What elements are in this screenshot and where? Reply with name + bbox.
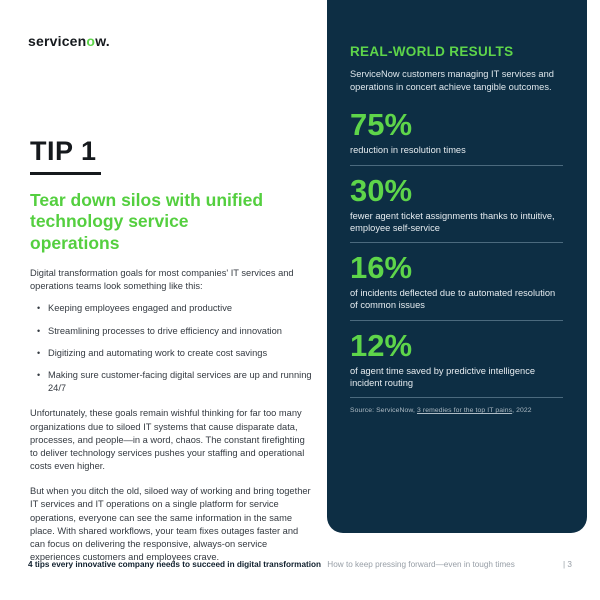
body-paragraph: Unfortunately, these goals remain wishful thinking for far too many organizations due to siloed IT systems that cause disparate data, processes, and people—in a word, chaos. The constant firefighting to deliver technology services pushes your staffing and operational costs even higher. — [30, 408, 305, 472]
footer-text — [28, 560, 515, 570]
divider — [350, 320, 563, 321]
stat-label: reduction in resolution times — [350, 145, 466, 156]
stat-item — [350, 109, 563, 156]
stat-value: 75% — [350, 107, 413, 143]
footer-doc-subtitle: How to keep pressing forward—even in tough times — [327, 560, 515, 569]
results-panel — [327, 0, 587, 533]
goals-bullet-list — [30, 302, 312, 395]
list-item-text: Streamlining processes to drive efficiency and innovation — [48, 325, 282, 336]
list-item-text: Making sure customer-facing digital services are up and running 24/7 — [48, 369, 312, 394]
source-suffix: , 2022 — [512, 407, 532, 415]
intro-paragraph: Digital transformation goals for most companies' IT services and operations teams look something like this: — [30, 268, 294, 292]
servicenow-logo — [28, 33, 110, 49]
logo-text-prefix: servicen — [28, 33, 87, 49]
stats-list — [350, 109, 563, 398]
source-link[interactable]: 3 remedies for the top IT pains — [416, 407, 513, 415]
stat-label: of agent time saved by predictive intelligence incident routing — [350, 365, 536, 388]
divider — [350, 165, 563, 166]
page-footer — [28, 560, 572, 570]
stat-value: 30% — [350, 172, 413, 208]
list-item — [30, 325, 312, 338]
stat-label: of incidents deflected due to automated resolution of common issues — [350, 288, 556, 311]
body-paragraph: But when you ditch the old, siloed way of working and bring together IT services and IT operations on a single platform for service operations, everyone can see the same information in the same place. With shared workflows, your team fixes outages faster and can focus on delivering the responsive, always-on service experiences customers and employees crave. — [30, 486, 311, 563]
panel-subtitle: ServiceNow customers managing IT services and operations in concert achieve tangible outcomes. — [350, 69, 554, 93]
bullet-icon: • — [37, 303, 41, 314]
list-item-text: Keeping employees engaged and productive — [48, 303, 233, 314]
logo-text-suffix: w. — [95, 33, 110, 49]
page-number: | 3 — [563, 560, 572, 569]
panel-title: REAL-WORLD RESULTS — [350, 44, 514, 59]
stat-item — [350, 172, 563, 235]
list-item — [30, 347, 312, 360]
footer-doc-title: 4 tips every innovative company needs to succeed in digital transformation — [28, 560, 322, 569]
list-item — [30, 302, 312, 315]
logo-green-o: o — [86, 33, 96, 49]
page-title: Tear down silos with unified technology service operations — [30, 190, 264, 253]
tip-number-label: TIP 1 — [30, 136, 101, 175]
list-item — [30, 369, 312, 395]
stat-item — [350, 327, 563, 390]
divider — [350, 242, 563, 243]
stat-value: 12% — [350, 327, 413, 363]
bullet-icon: • — [37, 369, 41, 380]
divider — [350, 397, 563, 398]
list-item-text: Digitizing and automating work to create cost savings — [48, 347, 268, 358]
stat-label: fewer agent ticket assignments thanks to intuitive, employee self-service — [350, 210, 555, 233]
source-citation — [350, 407, 563, 414]
bullet-icon: • — [37, 347, 41, 358]
main-content — [30, 136, 312, 564]
stat-item — [350, 252, 563, 312]
stat-value: 16% — [350, 250, 413, 286]
source-prefix: Source: ServiceNow, — [350, 407, 417, 415]
bullet-icon: • — [37, 325, 41, 336]
